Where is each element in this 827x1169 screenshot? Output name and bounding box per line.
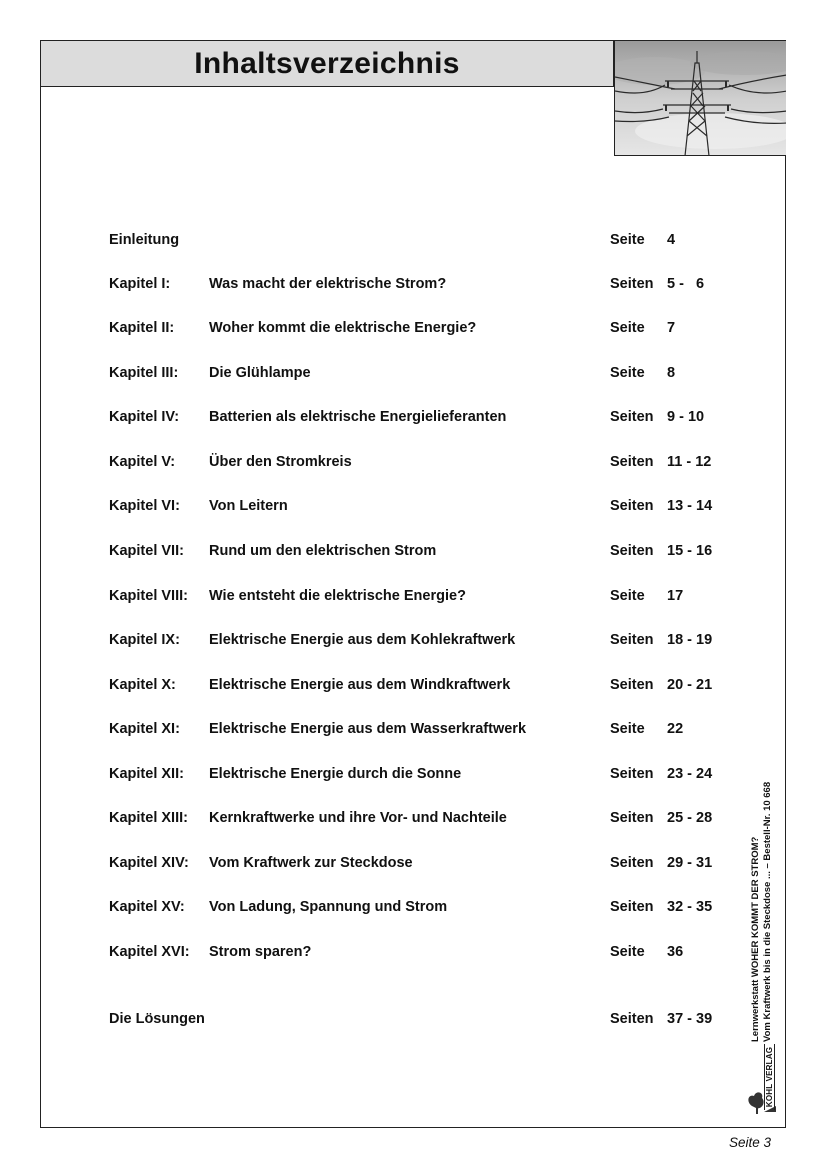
toc-title: Von Leitern: [209, 498, 288, 514]
toc-row: [109, 808, 749, 828]
toc-row: [109, 586, 749, 606]
toc-label: Kapitel VIII:: [109, 588, 188, 604]
power-pylon-photo: [614, 41, 786, 156]
toc-title: Elektrische Energie aus dem Kohlekraftwerk: [209, 632, 516, 648]
toc-row: [109, 407, 749, 427]
toc-label: Kapitel VII:: [109, 543, 184, 559]
toc-pages: 23 - 24: [667, 766, 713, 782]
toc-seite-label: Seiten: [610, 899, 654, 915]
toc-seite-label: Seiten: [610, 766, 654, 782]
publisher-logo-text: KOHL VERLAG: [764, 1044, 775, 1110]
toc-title: Woher kommt die elektrische Energie?: [209, 320, 477, 336]
toc-row: [109, 719, 749, 739]
toc-pages: 15 - 16: [667, 543, 713, 559]
title-bar: [41, 41, 614, 87]
toc-seite-label: Seiten: [610, 1011, 654, 1027]
toc-seite-label: Seite: [610, 944, 645, 960]
toc-pages: 22: [667, 721, 684, 737]
toc-pages: 13 - 14: [667, 498, 713, 514]
toc-label: Kapitel XII:: [109, 766, 184, 782]
page-frame: [40, 40, 786, 1128]
toc-row: [109, 1009, 749, 1029]
side-note-line-1: Lernwerkstatt WOHER KOMMT DER STROM?: [750, 836, 761, 1042]
toc-row: [109, 496, 749, 516]
toc-label: Die Lösungen: [109, 1011, 205, 1027]
toc-label: Kapitel I:: [109, 276, 171, 292]
toc-row: [109, 853, 749, 873]
toc-seite-label: Seite: [610, 721, 645, 737]
toc-label: Einleitung: [109, 232, 180, 248]
side-note-line-2: Vom Kraftwerk bis in die Steckdose ... – Bestell-Nr. 10 668: [762, 781, 773, 1042]
toc-pages: 9 - 10: [667, 409, 705, 425]
publisher-side-note: [742, 752, 782, 1042]
toc-seite-label: Seiten: [610, 498, 654, 514]
toc-pages: 17: [667, 588, 684, 604]
toc-title: Elektrische Energie durch die Sonne: [209, 766, 462, 782]
toc-row: [109, 541, 749, 561]
toc-label: Kapitel II:: [109, 320, 175, 336]
toc-pages: 37 - 39: [667, 1011, 713, 1027]
toc-seite-label: Seiten: [610, 409, 654, 425]
toc-title: Über den Stromkreis: [209, 454, 352, 470]
toc-seite-label: Seiten: [610, 810, 654, 826]
toc-row: [109, 318, 749, 338]
toc-title: Strom sparen?: [209, 944, 312, 960]
toc-seite-label: Seiten: [610, 677, 654, 693]
toc-row: [109, 630, 749, 650]
toc-title: Wie entsteht die elektrische Energie?: [209, 588, 466, 604]
toc-seite-label: Seiten: [610, 632, 654, 648]
toc-title: Batterien als elektrische Energielieferanten: [209, 409, 507, 425]
toc-row: [109, 363, 749, 383]
toc-title: Was macht der elektrische Strom?: [209, 276, 447, 292]
page-number: Seite 3: [729, 1135, 772, 1150]
toc-title: Die Glühlampe: [209, 365, 311, 381]
toc-label: Kapitel X:: [109, 677, 176, 693]
toc-label: Kapitel V:: [109, 454, 176, 470]
toc-seite-label: Seiten: [610, 855, 654, 871]
toc-row: [109, 764, 749, 784]
toc-seite-label: Seiten: [610, 543, 654, 559]
toc-label: Kapitel VI:: [109, 498, 180, 514]
toc-row: [109, 942, 749, 962]
publisher-logo: [744, 1044, 778, 1116]
toc-title: Kernkraftwerke und ihre Vor- und Nachteile: [209, 810, 507, 826]
toc-label: Kapitel III:: [109, 365, 179, 381]
toc-seite-label: Seiten: [610, 276, 654, 292]
toc-label: Kapitel XVI:: [109, 944, 190, 960]
toc-pages: 20 - 21: [667, 677, 713, 693]
toc-seite-label: Seite: [610, 320, 645, 336]
toc-pages: 7: [667, 320, 676, 336]
toc-pages: 8: [667, 365, 676, 381]
toc-label: Kapitel XIII:: [109, 810, 188, 826]
toc-row: [109, 675, 749, 695]
toc-label: Kapitel IX:: [109, 632, 180, 648]
toc-seite-label: Seiten: [610, 454, 654, 470]
toc-pages: 25 - 28: [667, 810, 713, 826]
toc-label: Kapitel IV:: [109, 409, 180, 425]
toc-label: Kapitel XV:: [109, 899, 185, 915]
toc-title: Elektrische Energie aus dem Wasserkraftwerk: [209, 721, 527, 737]
toc-title: Rund um den elektrischen Strom: [209, 543, 437, 559]
toc-pages: 4: [667, 232, 676, 248]
toc-row: [109, 230, 749, 250]
toc-row: [109, 897, 749, 917]
toc-pages: 36: [667, 944, 684, 960]
toc-title: Elektrische Energie aus dem Windkraftwerk: [209, 677, 511, 693]
toc-pages: 32 - 35: [667, 899, 713, 915]
toc-pages: 5 - 6: [667, 276, 705, 292]
toc-title: Von Ladung, Spannung und Strom: [209, 899, 448, 915]
toc-label: Kapitel XIV:: [109, 855, 189, 871]
toc-pages: 29 - 31: [667, 855, 713, 871]
toc-seite-label: Seite: [610, 588, 645, 604]
toc-seite-label: Seite: [610, 365, 645, 381]
page-title: Inhaltsverzeichnis: [194, 46, 460, 80]
toc-row: [109, 274, 749, 294]
toc-seite-label: Seite: [610, 232, 645, 248]
toc-title: Vom Kraftwerk zur Steckdose: [209, 855, 413, 871]
toc-pages: 11 - 12: [667, 454, 712, 470]
toc-label: Kapitel XI:: [109, 721, 180, 737]
toc-row: [109, 452, 749, 472]
toc-pages: 18 - 19: [667, 632, 713, 648]
